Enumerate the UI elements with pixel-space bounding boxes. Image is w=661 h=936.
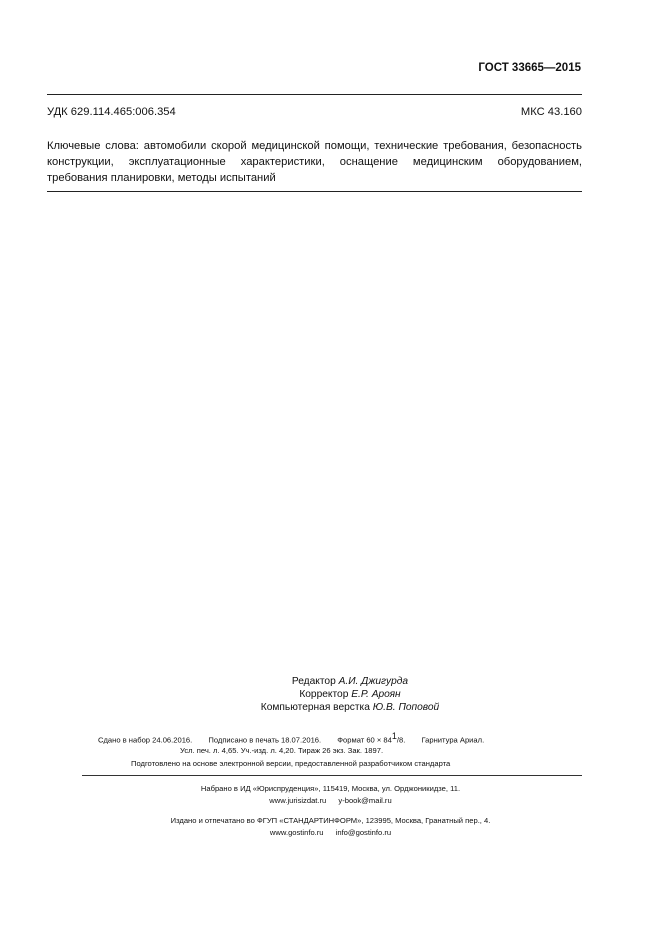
- printed-info: Издано и отпечатано во ФГУП «СТАНДАРТИНФОРМ», 123995, Москва, Гранатный пер., 4.: [170, 816, 491, 825]
- order-number: Зак. 1897.: [347, 746, 384, 755]
- typeface: Гарнитура Ариал.: [421, 735, 485, 745]
- format-sup: 1: [391, 731, 397, 741]
- corrector-credit: [200, 689, 500, 700]
- signed-date: Подписано в печать 18.07.2016.: [208, 735, 322, 745]
- layout-name: Ю.В. Поповой: [372, 702, 440, 713]
- imprint-line-2: [180, 746, 383, 755]
- print-sheets: Усл. печ. л. 4,65.: [180, 746, 239, 755]
- typeset-contacts: [0, 796, 661, 805]
- udc-code: УДК 629.114.465:006.354: [47, 106, 176, 118]
- prepared-note: Подготовлено на основе электронной версии, предоставленной разработчиком стандарта: [131, 759, 451, 768]
- keywords-divider: [47, 191, 582, 192]
- typeset-email[interactable]: y-book@mail.ru: [338, 796, 392, 805]
- mks-code: МКС 43.160: [520, 106, 582, 118]
- keywords-paragraph: Ключевые слова: автомобили скорой медицинской помощи, технические требования, безопасность конструкции, эксплуатационные характеристики, оснащение медицинским оборудованием, требования планировки, методы испытаний: [47, 140, 582, 184]
- submitted-date: Сдано в набор 24.06.2016.: [98, 735, 193, 745]
- typeset-info: Набрано в ИД «Юриспруденция», 115419, Москва, ул. Орджоникидзе, 11.: [200, 784, 461, 793]
- layout-credit: [200, 702, 500, 713]
- printed-website[interactable]: www.gostinfo.ru: [269, 828, 324, 837]
- pub-sheets: Уч.-изд. л. 4,20.: [240, 746, 296, 755]
- editor-label: Редактор: [291, 676, 336, 687]
- imprint-divider: [82, 775, 582, 776]
- corrector-name: Е.Р. Ароян: [351, 689, 401, 700]
- editor-name: А.И. Джигурда: [338, 676, 409, 687]
- print-run: Тираж 26 экз.: [297, 746, 346, 755]
- format-text: Формат 60 × 84: [337, 735, 392, 745]
- printed-email[interactable]: info@gostinfo.ru: [335, 828, 392, 837]
- top-divider: [47, 94, 582, 95]
- imprint-line-1: [98, 731, 484, 745]
- corrector-label: Корректор: [299, 689, 349, 700]
- layout-label: Компьютерная верстка: [260, 702, 370, 713]
- format-sub: /8.: [396, 735, 406, 745]
- printed-contacts: [0, 828, 661, 837]
- typeset-website[interactable]: www.jurisizdat.ru: [269, 796, 327, 805]
- editor-credit: [200, 676, 500, 687]
- standard-code: ГОСТ 33665—2015: [478, 62, 581, 74]
